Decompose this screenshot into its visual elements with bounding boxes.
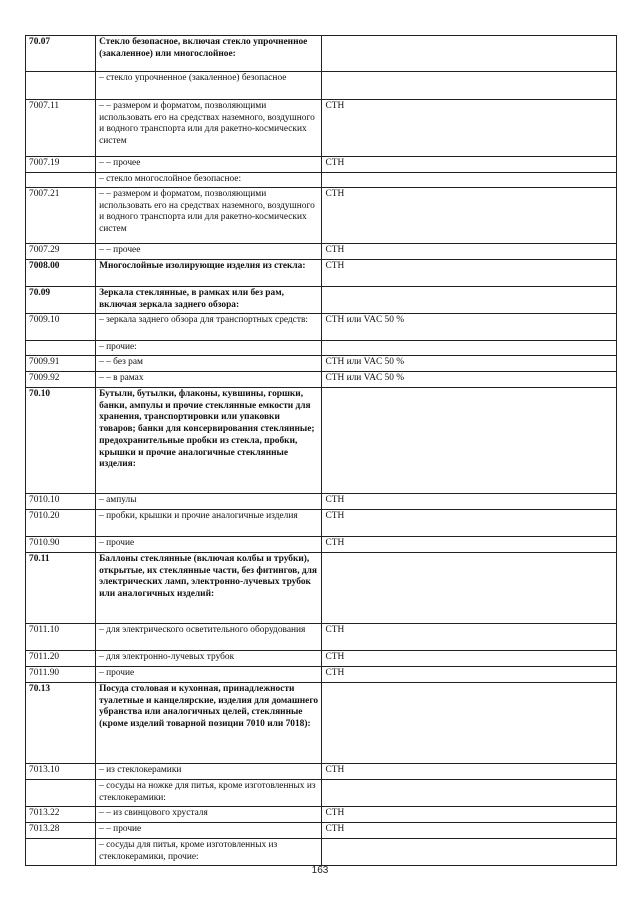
hs-code-cell: 7009.91 xyxy=(26,356,96,372)
hs-code-cell xyxy=(26,780,96,807)
hs-code-cell: 7013.22 xyxy=(26,807,96,823)
description-cell: Многослойные изолирующие изделия из стекла: xyxy=(96,260,322,287)
description-cell: – – прочее xyxy=(96,244,322,260)
description-cell: – прочие: xyxy=(96,341,322,356)
description-cell: – – без рам xyxy=(96,356,322,372)
description-cell: Стекло безопасное, включая стекло упрочненное (закаленное) или многослойное: xyxy=(96,36,322,72)
origin-requirement-cell: СТН xyxy=(322,494,617,510)
hs-code-cell xyxy=(26,72,96,100)
table-row xyxy=(26,553,617,624)
table-row xyxy=(26,839,617,866)
description-cell: – прочие xyxy=(96,537,322,553)
tariff-table xyxy=(25,35,617,866)
table-row xyxy=(26,807,617,823)
origin-requirement-cell: СТН xyxy=(322,537,617,553)
origin-requirement-cell: СТН или VAC 50 % xyxy=(322,356,617,372)
origin-requirement-cell: СТН xyxy=(322,157,617,173)
origin-requirement-cell: СТН xyxy=(322,764,617,780)
origin-requirement-cell: СТН xyxy=(322,651,617,667)
description-cell: – – размером и форматом, позволяющими использовать его на средствах наземного, воздушного и водного транспорта или для ракетно-космических систем xyxy=(96,188,322,244)
hs-code-cell: 7010.10 xyxy=(26,494,96,510)
table-row xyxy=(26,188,617,244)
description-cell: – для электрического осветительного оборудования xyxy=(96,624,322,651)
table-row xyxy=(26,651,617,667)
description-cell: – – прочие xyxy=(96,823,322,839)
table-row xyxy=(26,624,617,651)
hs-code-cell: 7007.19 xyxy=(26,157,96,173)
origin-requirement-cell: СТН xyxy=(322,244,617,260)
table-row xyxy=(26,100,617,157)
origin-requirement-cell: СТН xyxy=(322,823,617,839)
description-cell: – – прочее xyxy=(96,157,322,173)
origin-requirement-cell xyxy=(322,341,617,356)
description-cell: – прочие xyxy=(96,667,322,683)
description-cell: Баллоны стеклянные (включая колбы и трубки), открытые, их стеклянные части, без фитингов, для электрических ламп, электронно-лучевых трубок или аналогичных изделий: xyxy=(96,553,322,624)
description-cell: – стекло упрочненное (закаленное) безопасное xyxy=(96,72,322,100)
hs-code-cell xyxy=(26,839,96,866)
table-row xyxy=(26,72,617,100)
description-cell: – из стеклокерамики xyxy=(96,764,322,780)
table-row xyxy=(26,780,617,807)
hs-code-cell: 70.10 xyxy=(26,388,96,494)
origin-requirement-cell xyxy=(322,173,617,188)
origin-requirement-cell xyxy=(322,287,617,314)
origin-requirement-cell xyxy=(322,839,617,866)
table-row xyxy=(26,356,617,372)
table-row xyxy=(26,260,617,287)
table-row xyxy=(26,764,617,780)
origin-requirement-cell xyxy=(322,553,617,624)
hs-code-cell: 7013.28 xyxy=(26,823,96,839)
origin-requirement-cell xyxy=(322,388,617,494)
description-cell: – сосуды для питья, кроме изготовленных из стеклокерамики, прочие: xyxy=(96,839,322,866)
hs-code-cell: 7011.20 xyxy=(26,651,96,667)
description-cell: – сосуды на ножке для питья, кроме изготовленных из стеклокерамики: xyxy=(96,780,322,807)
origin-requirement-cell: СТН xyxy=(322,510,617,537)
description-cell: – – размером и форматом, позволяющими использовать его на средствах наземного, воздушного и водного транспорта или для ракетно-космических систем xyxy=(96,100,322,157)
description-cell: Посуда столовая и кухонная, принадлежности туалетные и канцелярские, изделия для домашнего убранства или аналогичных целей, стеклянные (кроме изделий товарной позиции 7010 или 7018): xyxy=(96,683,322,764)
table-row xyxy=(26,823,617,839)
origin-requirement-cell: СТН xyxy=(322,624,617,651)
table-row xyxy=(26,341,617,356)
origin-requirement-cell xyxy=(322,72,617,100)
hs-code-cell: 7013.10 xyxy=(26,764,96,780)
hs-code-cell: 70.11 xyxy=(26,553,96,624)
table-row xyxy=(26,36,617,72)
hs-code-cell: 7009.92 xyxy=(26,372,96,388)
table-row xyxy=(26,510,617,537)
origin-requirement-cell: СТН xyxy=(322,807,617,823)
table-row xyxy=(26,244,617,260)
description-cell: – для электронно-лучевых трубок xyxy=(96,651,322,667)
hs-code-cell: 7010.20 xyxy=(26,510,96,537)
origin-requirement-cell: СТН или VAC 50 % xyxy=(322,314,617,341)
table-row xyxy=(26,173,617,188)
table-row xyxy=(26,372,617,388)
hs-code-cell: 7011.90 xyxy=(26,667,96,683)
origin-requirement-cell xyxy=(322,780,617,807)
hs-code-cell: 7008.00 xyxy=(26,260,96,287)
hs-code-cell: 7007.29 xyxy=(26,244,96,260)
description-cell: – – из свинцового хрусталя xyxy=(96,807,322,823)
origin-requirement-cell: СТН или VAC 50 % xyxy=(322,372,617,388)
description-cell: Зеркала стеклянные, в рамках или без рам, включая зеркала заднего обзора: xyxy=(96,287,322,314)
hs-code-cell xyxy=(26,341,96,356)
hs-code-cell: 7007.11 xyxy=(26,100,96,157)
origin-requirement-cell xyxy=(322,36,617,72)
hs-code-cell: 70.07 xyxy=(26,36,96,72)
hs-code-cell: 7007.21 xyxy=(26,188,96,244)
hs-code-cell xyxy=(26,173,96,188)
origin-requirement-cell: СТН xyxy=(322,667,617,683)
table-row xyxy=(26,667,617,683)
description-cell: – стекло многослойное безопасное: xyxy=(96,173,322,188)
table-row xyxy=(26,494,617,510)
page-number: 163 xyxy=(311,865,329,876)
description-cell: – зеркала заднего обзора для транспортных средств: xyxy=(96,314,322,341)
table-row xyxy=(26,683,617,764)
table-row xyxy=(26,157,617,173)
origin-requirement-cell: СТН xyxy=(322,188,617,244)
origin-requirement-cell xyxy=(322,683,617,764)
tariff-table-body xyxy=(26,36,617,866)
table-row xyxy=(26,314,617,341)
description-cell: – пробки, крышки и прочие аналогичные изделия xyxy=(96,510,322,537)
hs-code-cell: 70.13 xyxy=(26,683,96,764)
origin-requirement-cell: СТН xyxy=(322,260,617,287)
origin-requirement-cell: СТН xyxy=(322,100,617,157)
table-row xyxy=(26,287,617,314)
description-cell: Бутыли, бутылки, флаконы, кувшины, горшки, банки, ампулы и прочие стеклянные емкости для хранения, транспортировки или упаковки товаров; банки для консервирования стеклянные; предохранительные пробки из стекла, пробки, крышки и прочие аналогичные стеклянные изделия: xyxy=(96,388,322,494)
hs-code-cell: 70.09 xyxy=(26,287,96,314)
table-row xyxy=(26,388,617,494)
hs-code-cell: 7009.10 xyxy=(26,314,96,341)
table-row xyxy=(26,537,617,553)
description-cell: – ампулы xyxy=(96,494,322,510)
hs-code-cell: 7011.10 xyxy=(26,624,96,651)
description-cell: – – в рамах xyxy=(96,372,322,388)
hs-code-cell: 7010.90 xyxy=(26,537,96,553)
